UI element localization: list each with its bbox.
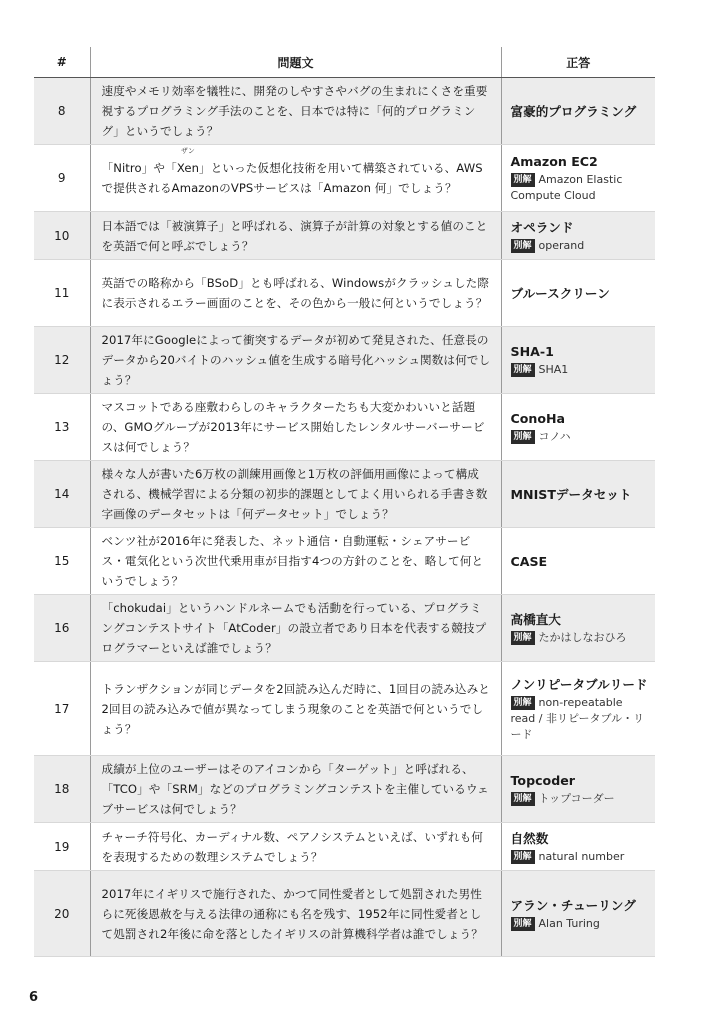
table-row — [34, 461, 655, 528]
ruby-base: Xen — [176, 161, 200, 175]
question-text: 日本語では「被演算子」と呼ばれる、演算子が計算の対象とする値のことを英語で何と呼ぶでしょう？ — [90, 212, 501, 260]
table-row — [34, 528, 655, 595]
alternate-answer-text: Amazon Elastic Compute Cloud — [510, 173, 623, 202]
answer-cell — [501, 871, 655, 957]
answer-text: ConoHa — [510, 411, 566, 426]
question-number: 12 — [34, 327, 90, 394]
alias-badge: 別解 — [511, 696, 535, 710]
question-number: 18 — [34, 756, 90, 823]
answer-cell — [501, 394, 655, 461]
question-text: 成績が上位のユーザーはそのアイコンから「ターゲット」と呼ばれる、「TCO」や「SRM」などのプログラミングコンテストを主催しているウェブサービスは何でしょう？ — [90, 756, 501, 823]
alternate-answer-text: natural number — [538, 849, 625, 863]
table-row — [34, 327, 655, 394]
table-header-row — [34, 47, 655, 78]
alternate-answer — [511, 362, 650, 378]
question-number: 10 — [34, 212, 90, 260]
alternate-answer-text: non-repeatable read / 非リピータブル・リード — [510, 695, 645, 741]
alternate-answer-text: Alan Turing — [538, 916, 600, 930]
alternate-answer — [511, 695, 650, 743]
alternate-answer-text: コノハ — [538, 430, 571, 443]
answer-text: Amazon EC2 — [510, 154, 598, 169]
answer-text: オペランド — [510, 219, 574, 235]
alternate-answer — [511, 849, 650, 865]
answer-text: ブルースクリーン — [510, 285, 610, 301]
alternate-answer-text: たかはしなおひろ — [538, 631, 627, 644]
question-text: 2017年にGoogleによって衝突するデータが初めて発見された、任意長のデータから20バイトのハッシュ値を生成する暗号化ハッシュ関数は何でしょう？ — [90, 327, 501, 394]
table-row — [34, 212, 655, 260]
question-text: 速度やメモリ効率を犠牲に、開発のしやすさやバグの生まれにくさを重要視するプログラミング手法のことを、日本では特に「何的プログラミング」というでしょう？ — [90, 78, 501, 145]
answer-cell — [501, 145, 655, 212]
alternate-answer-text: operand — [538, 238, 585, 252]
answer-cell — [501, 823, 655, 871]
alternate-answer — [511, 429, 650, 445]
alias-badge: 別解 — [511, 850, 535, 864]
question-text: チャーチ符号化、カーディナル数、ペアノシステムといえば、いずれも何を表現するための数理システムでしょう？ — [90, 823, 501, 871]
answer-text: アラン・チューリング — [510, 897, 636, 913]
question-text — [90, 145, 501, 212]
ruby-reading: ザン — [180, 147, 195, 155]
question-text-part: 「Nitro」や「 — [101, 161, 177, 175]
question-number: 15 — [34, 528, 90, 595]
question-text: 「chokudai」というハンドルネームでも活動を行っている、プログラミングコンテストサイト「AtCoder」の設立者であり日本を代表する競技プログラマーといえば誰でしょう？ — [90, 595, 501, 662]
answer-text: 自然数 — [510, 830, 549, 846]
alias-badge: 別解 — [511, 631, 535, 645]
alias-badge: 別解 — [511, 917, 535, 931]
alias-badge: 別解 — [511, 792, 535, 806]
question-text: 様々な人が書いた6万枚の訓練用画像と1万枚の評価用画像によって構成される、機械学習による分類の初歩的課題としてよく用いられる手書き数字画像のデータセットは「何データセット」でしょう？ — [90, 461, 501, 528]
table-row — [34, 871, 655, 957]
table-row — [34, 756, 655, 823]
alias-badge: 別解 — [511, 239, 535, 253]
table-row — [34, 394, 655, 461]
question-text: マスコットである座敷わらしのキャラクターたちも大変かわいいと話題の、GMOグループが2013年にサービス開始したレンタルサーバーサービスは何でしょう？ — [90, 394, 501, 461]
header-answer: 正答 — [501, 47, 655, 78]
alternate-answer-text: SHA1 — [538, 363, 569, 376]
answer-text: SHA-1 — [510, 344, 554, 359]
table-row — [34, 662, 655, 756]
question-number: 11 — [34, 260, 90, 327]
alias-badge: 別解 — [511, 173, 535, 187]
answer-cell — [501, 662, 655, 756]
table-row — [34, 145, 655, 212]
table-row — [34, 260, 655, 327]
table-row — [34, 78, 655, 145]
answer-cell — [501, 212, 655, 260]
answer-text: MNISTデータセット — [510, 486, 632, 502]
answer-cell — [501, 595, 655, 662]
answer-text: 富豪的プログラミング — [510, 103, 637, 119]
quiz-table — [34, 47, 655, 957]
alternate-answer — [511, 791, 650, 807]
question-text: ベンツ社が2016年に発表した、ネット通信・自動運転・シェアサービス・電気化という次世代乗用車が目指す4つの方針のことを、略して何というでしょう？ — [90, 528, 501, 595]
table-row — [34, 823, 655, 871]
table-row — [34, 595, 655, 662]
question-number: 14 — [34, 461, 90, 528]
answer-cell — [501, 756, 655, 823]
header-number: # — [34, 47, 90, 78]
question-text: トランザクションが同じデータを2回読み込んだ時に、1回目の読み込みと2回目の読み込みで値が異なってしまう現象のことを英語で何というでしょう？ — [90, 662, 501, 756]
alternate-answer — [511, 172, 650, 204]
alternate-answer — [511, 916, 650, 932]
answer-cell — [501, 528, 655, 595]
alias-badge: 別解 — [511, 430, 535, 444]
question-text: 英語での略称から「BSoD」とも呼ばれる、Windowsがクラッシュした際に表示されるエラー画面のことを、その色から一般に何というでしょう？ — [90, 260, 501, 327]
answer-text: ノンリピータブルリード — [510, 676, 648, 692]
answer-text: 高橋直大 — [510, 612, 561, 627]
question-number: 9 — [34, 145, 90, 212]
answer-text: CASE — [510, 553, 548, 569]
alternate-answer-text: トップコーダー — [538, 792, 615, 805]
question-number: 17 — [34, 662, 90, 756]
page-number: 6 — [29, 990, 39, 1005]
header-question: 問題文 — [90, 47, 501, 78]
alias-badge: 別解 — [511, 363, 535, 377]
answer-cell — [501, 327, 655, 394]
answer-text: Topcoder — [510, 773, 575, 788]
question-number: 20 — [34, 871, 90, 957]
question-text: 2017年にイギリスで施行された、かつて同性愛者として処罰された男性らに死後恩赦を与える法律の通称にも名を残す、1952年に同性愛者として処罰され2年後に命を落としたイギリスの計算機科学者は誰でしょう？ — [90, 871, 501, 957]
question-number: 8 — [34, 78, 90, 145]
answer-cell — [501, 260, 655, 327]
answer-cell — [501, 461, 655, 528]
question-number: 13 — [34, 394, 90, 461]
question-text-part: 」といった仮想化技術を用いて構築されている、AWSで提供されるAmazonのVPSサービスは「Amazon 何」でしょう？ — [101, 161, 483, 195]
question-number: 16 — [34, 595, 90, 662]
answer-cell — [501, 78, 655, 145]
ruby-annotation — [176, 147, 200, 178]
question-number: 19 — [34, 823, 90, 871]
alternate-answer — [511, 630, 650, 646]
alternate-answer — [511, 238, 650, 254]
